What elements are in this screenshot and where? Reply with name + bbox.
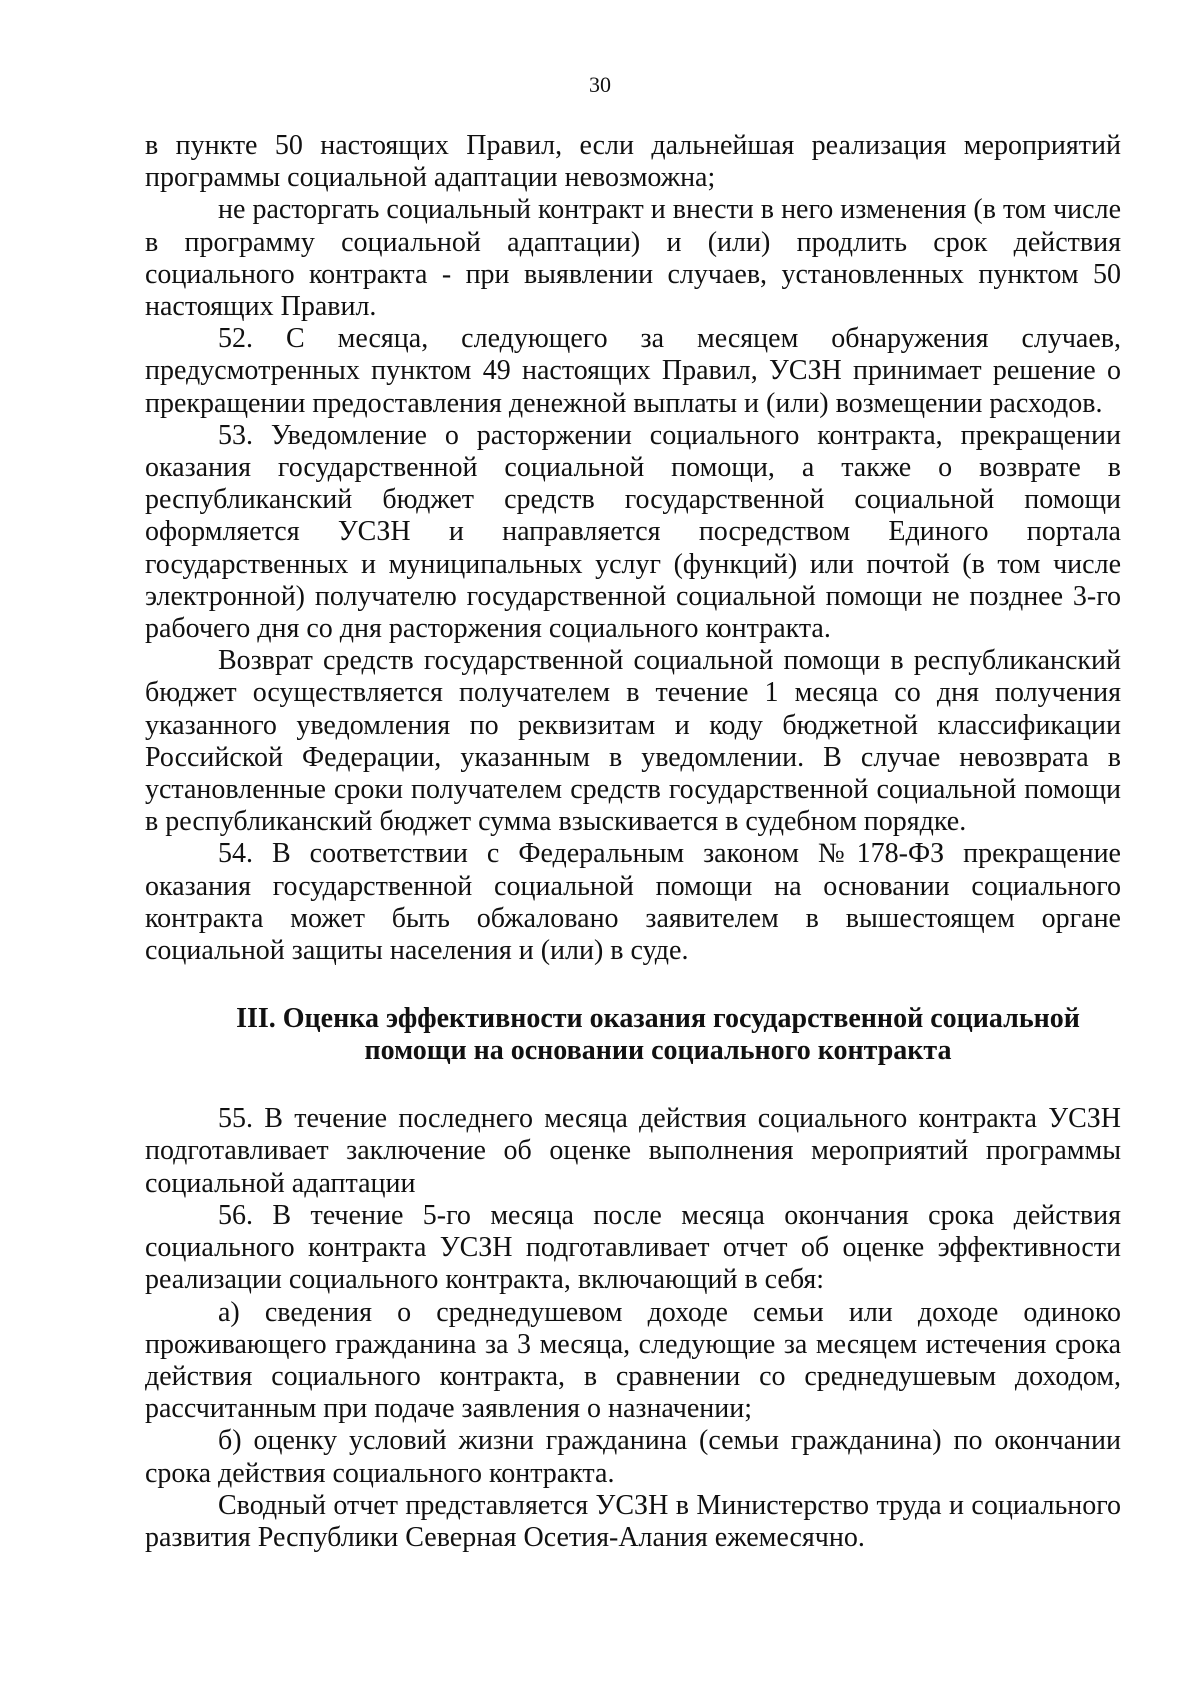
paragraph: б) оценку условий жизни гражданина (семьи гражданина) по окончании срока действия социального контракта. [145, 1425, 1121, 1489]
paragraph: 56. В течение 5-го месяца после месяца окончания срока действия социального контракта УСЗН подготавливает отчет об оценке эффективности реализации социального контракта, включающий в себя: [145, 1199, 1121, 1296]
paragraph: не расторгать социальный контракт и внести в него изменения (в том числе в программу социальной адаптации) и (или) продлить срок действия социального контракта - при выявлении случаев, установленных пунктом 50 настоящих Правил. [145, 194, 1121, 323]
paragraph: в пункте 50 настоящих Правил, если дальнейшая реализация мероприятий программы социальной адаптации невозможна; [145, 130, 1121, 194]
paragraph: 54. В соответствии с Федеральным законом №178-ФЗ прекращение оказания государственной социальной помощи на основании социального контракта может быть обжаловано заявителем в вышестоящем органе социальной защиты населения и (или) в суде. [145, 838, 1121, 967]
paragraph: а) сведения о среднедушевом доходе семьи или доходе одиноко проживающего гражданина за 3 месяца, следующие за месяцем истечения срока действия социального контракта, в сравнении со среднедушевым доходом, рассчитанным при подаче заявления о назначении; [145, 1296, 1121, 1425]
paragraph: 55. В течение последнего месяца действия социального контракта УСЗН подготавливает заключение об оценке выполнения мероприятий программы социальной адаптации [145, 1103, 1121, 1199]
paragraph: Сводный отчет представляется УСЗН в Министерство труда и социального развития Республики Северная Осетия-Алания ежемесячно. [145, 1489, 1121, 1553]
paragraphs-after-heading [145, 1103, 1121, 1554]
paragraph: 53. Уведомление о расторжении социального контракта, прекращении оказания государственной социальной помощи, а также о возврате в республиканский бюджет средств государственной социальной помощи оформляется УСЗН и направляется посредством Единого портала государственных и муниципальных услуг (функций) или почтой (в том числе электронной) получателю государственной социальной помощи не позднее 3-го рабочего дня со дня расторжения социального контракта. [145, 419, 1121, 645]
document-body [145, 130, 1121, 1554]
paragraphs-before-heading [145, 130, 1121, 967]
paragraph: Возврат средств государственной социальной помощи в республиканский бюджет осуществляется получателем в течение 1 месяца со дня получения указанного уведомления по реквизитам и коду бюджетной классификации Российской Федерации, указанным в уведомлении. В случае невозврата в установленные сроки получателем средств государственной социальной помощи в республиканский бюджет сумма взыскивается в судебном порядке. [145, 645, 1121, 838]
section-heading: III. Оценка эффективности оказания государственной социальной помощи на основании социального контракта [236, 1003, 1080, 1067]
page-number: 30 [589, 72, 611, 97]
paragraph: 52. С месяца, следующего за месяцем обнаружения случаев, предусмотренных пунктом 49 настоящих Правил, УСЗН принимает решение о прекращении предоставления денежной выплаты и (или) возмещении расходов. [145, 323, 1121, 419]
